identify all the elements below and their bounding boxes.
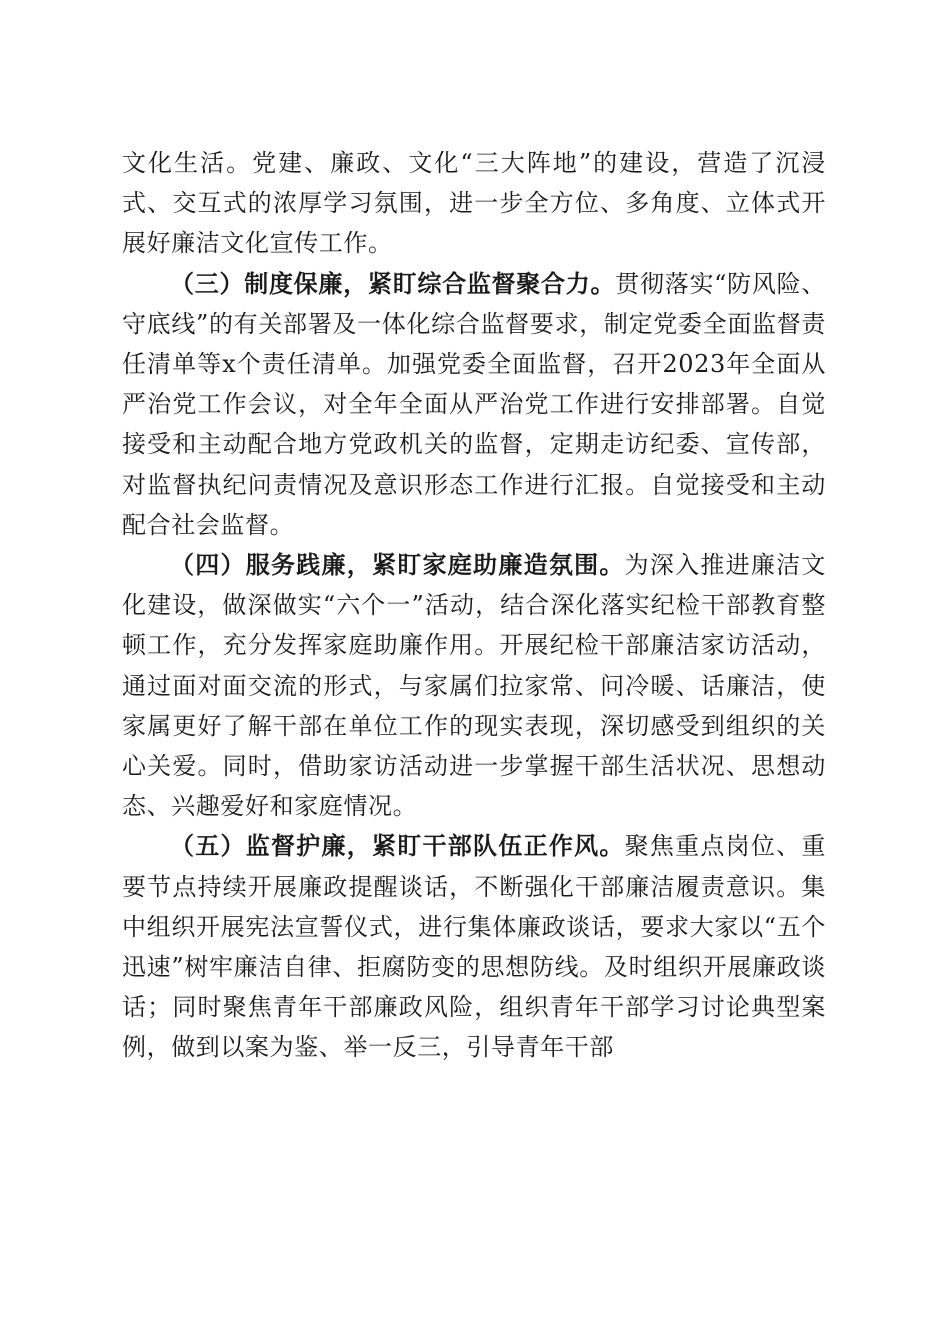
paragraph-section-4: [122, 545, 826, 826]
paragraph-continuation: [122, 143, 826, 264]
section-5-text: 聚焦重点岗位、重要节点持续开展廉政提醒谈话，不断强化干部廉洁履责意识。集中组织开展宪法宣誓仪式，进行集体廉政谈话，要求大家以“五个迅速”树牢廉洁自律、拒腐防变的思想防线。及时组织开展廉政谈话；同时聚焦青年干部廉政风险，组织青年干部学习讨论典型案例，做到以案为鉴、举一反三，引导青年干部: [122, 832, 826, 1062]
document-body: [122, 143, 826, 1068]
section-5-heading: （五）监督护廉，紧盯干部队伍正作风。: [170, 831, 625, 861]
section-4-text: 为深入推进廉洁文化建设，做深做实“六个一”活动，结合深化落实纪检干部教育整顿工作，充分发挥家庭助廉作用。开展纪检干部廉洁家访活动，通过面对面交流的形式，与家属们拉家常、问冷暖、话廉洁，使家属更好了解干部在单位工作的现实表现，深切感受到组织的关心关爱。同时，借助家访活动进一步掌握干部生活状况、思想动态、兴趣爱好和家庭情况。: [122, 551, 826, 821]
section-3-heading: （三）制度保廉，紧盯综合监督聚合力。: [170, 268, 616, 298]
paragraph-section-3: [122, 264, 826, 545]
paragraph-text: 文化生活。党建、廉政、文化“三大阵地”的建设，营造了沉浸式、交互式的浓厚学习氛围，进一步全方位、多角度、立体式开展好廉洁文化宣传工作。: [122, 149, 826, 258]
section-4-heading: （四）服务践廉，紧盯家庭助廉造氛围。: [170, 550, 625, 580]
section-3-text: 贯彻落实“防风险、守底线”的有关部署及一体化综合监督要求，制定党委全面监督责任清单等x个责任清单。加强党委全面监督，召开2023年全面从严治党工作会议，对全年全面从严治党工作进行安排部署。自觉接受和主动配合地方党政机关的监督，定期走访纪委、宣传部，对监督执纪问责情况及意识形态工作进行汇报。自觉接受和主动配合社会监督。: [122, 269, 826, 539]
paragraph-section-5: [122, 826, 826, 1067]
